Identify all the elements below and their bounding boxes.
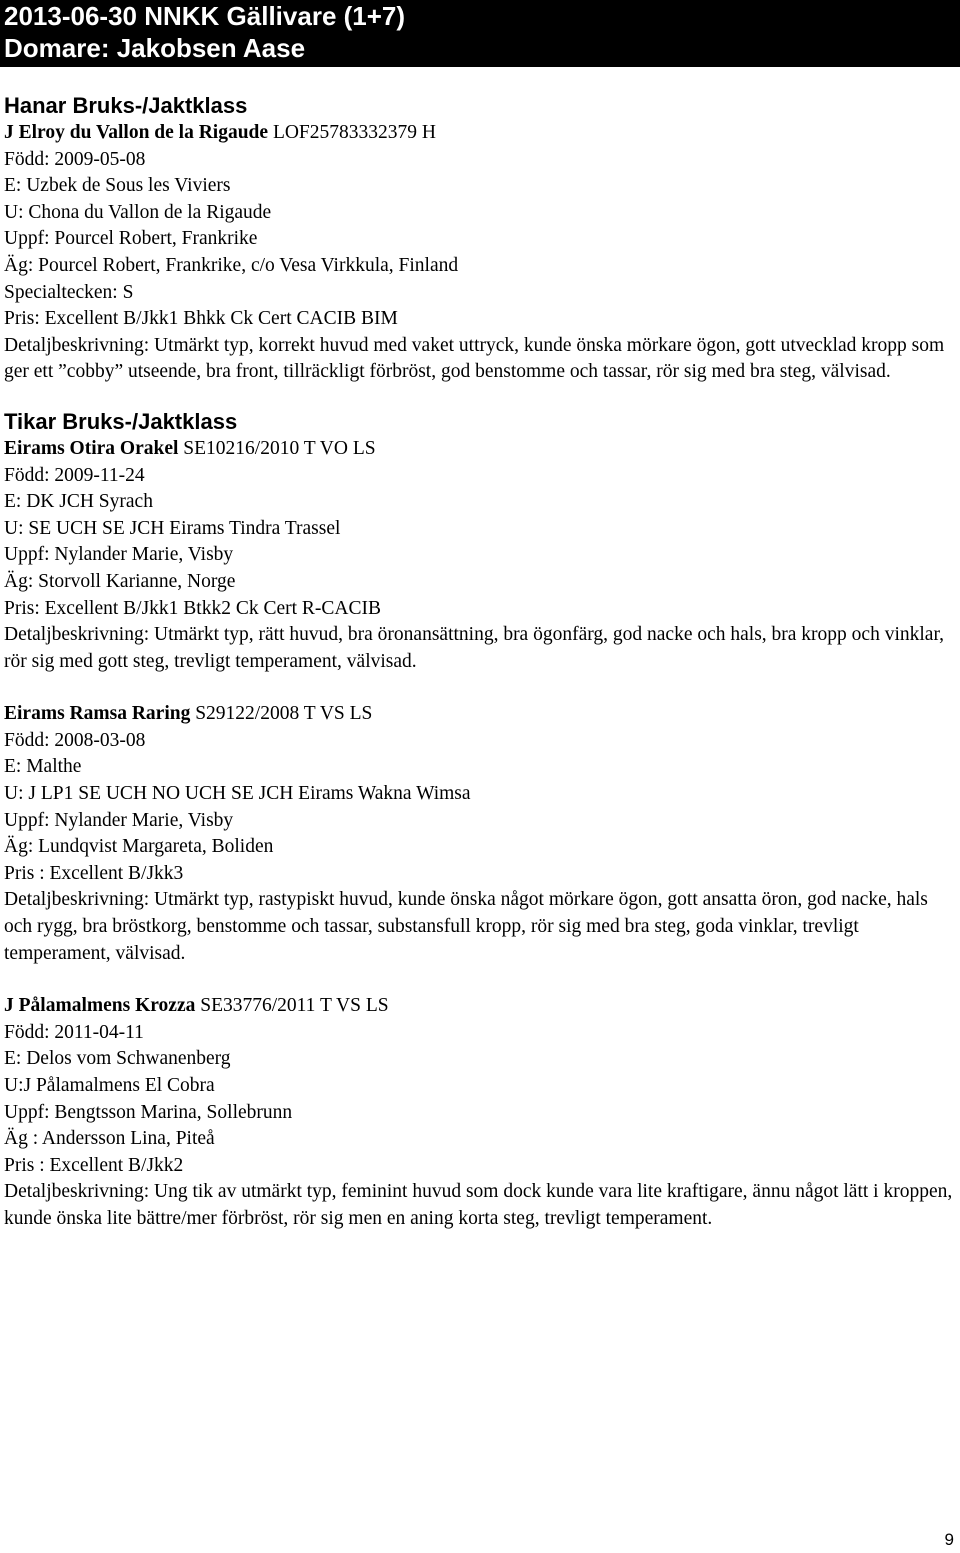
registration-number: SE10216/2010 T VO LS [178, 437, 376, 459]
breeder: Uppf: Pourcel Robert, Frankrike [4, 228, 258, 250]
dog-name: Eirams Ramsa Raring [4, 703, 191, 725]
judge-line: Domare: Jakobsen Aase [4, 33, 306, 63]
birth-date: Född: 2011-04-11 [4, 1021, 144, 1043]
owner: Äg: Lundqvist Margareta, Boliden [4, 836, 274, 858]
dog-heading [4, 993, 954, 1020]
detailed-description: Detaljbeskrivning: Utmärkt typ, korrekt huvud med vaket uttryck, kunde önska mörkare ögon, gott utvecklad kropp som ger ett ”cobby” utseende, bra front, tillräckligt förbröst, god benstomme och tassar, rör sig med bra steg, välvisad. [4, 334, 945, 383]
page-number: 9 [944, 1530, 954, 1549]
owner: Äg: Storvoll Karianne, Norge [4, 570, 236, 592]
breeder: Uppf: Bengtsson Marina, Sollebrunn [4, 1101, 293, 1123]
dog-name: J Elroy du Vallon de la Rigaude [4, 122, 269, 143]
dog-entry [4, 436, 954, 675]
dog-entry [4, 120, 954, 386]
registration-number: S29122/2008 T VS LS [190, 703, 373, 725]
spacer [4, 967, 954, 993]
sire: E: DK JCH Syrach [4, 491, 153, 513]
sire: E: Delos vom Schwanenberg [4, 1048, 231, 1070]
dog-name: J Pålamalmens Krozza [4, 995, 196, 1017]
owner: Äg: Pourcel Robert, Frankrike, c/o Vesa Virkkula, Finland [4, 254, 459, 276]
dog-heading [4, 436, 954, 463]
detailed-description: Detaljbeskrivning: Utmärkt typ, rätt huvud, bra öronansättning, bra ögonfärg, god nacke och hals, bra kropp och vinklar, rör sig med gott steg, trevligt temperament, välvisad. [4, 624, 945, 672]
birth-date: Född: 2009-11-24 [4, 464, 145, 486]
dog-entry [4, 701, 954, 967]
section-title-hanar: Hanar Bruks-/Jaktklass [4, 93, 248, 118]
sire: E: Malthe [4, 756, 82, 778]
dog-heading [4, 120, 954, 147]
dam: U: J LP1 SE UCH NO UCH SE JCH Eirams Wakna Wimsa [4, 783, 471, 805]
registration-number: LOF25783332379 H [268, 122, 436, 143]
award: Pris: Excellent B/Jkk1 Btkk2 Ck Cert R-CACIB [4, 597, 382, 619]
results-content [4, 92, 954, 1233]
event-title: 2013-06-30 NNKK Gällivare (1+7) [4, 1, 406, 31]
detailed-description: Detaljbeskrivning: Utmärkt typ, rastypiskt huvud, kunde önska något mörkare ögon, gott ansatta öron, god nacke, hals och rygg, bra bröstkorg, benstomme och tassar, substansfull kropp, rör sig med bra steg, goda vinklar, trevligt temperament, välvisad. [4, 889, 928, 964]
dam: U: SE UCH SE JCH Eirams Tindra Trassel [4, 517, 341, 539]
dog-heading [4, 701, 954, 728]
birth-date: Född: 2008-03-08 [4, 729, 146, 751]
award: Pris: Excellent B/Jkk1 Bhkk Ck Cert CACIB BIM [4, 308, 398, 330]
dog-name: Eirams Otira Orakel [4, 437, 179, 459]
document-header [0, 0, 960, 67]
award: Pris : Excellent B/Jkk2 [4, 1154, 184, 1176]
owner: Äg : Andersson Lina, Piteå [4, 1128, 215, 1150]
award: Pris : Excellent B/Jkk3 [4, 862, 184, 884]
sire: E: Uzbek de Sous les Viviers [4, 175, 231, 197]
spacer [4, 386, 954, 408]
spacer [4, 675, 954, 701]
breeder: Uppf: Nylander Marie, Visby [4, 809, 234, 831]
dog-entry [4, 993, 954, 1232]
dam: U:J Pålamalmens El Cobra [4, 1075, 215, 1096]
birth-date: Född: 2009-05-08 [4, 148, 146, 170]
breeder: Uppf: Nylander Marie, Visby [4, 544, 234, 566]
special-marks: Specialtecken: S [4, 281, 134, 303]
detailed-description: Detaljbeskrivning: Ung tik av utmärkt typ, feminint huvud som dock kunde vara lite kraftigare, ännu något lätt i kroppen, kunde önska lite bättre/mer förbröst, rör sig men en aning korta steg, trevligt temperament. [4, 1181, 953, 1229]
section-title-tikar: Tikar Bruks-/Jaktklass [4, 408, 238, 434]
registration-number: SE33776/2011 T VS LS [195, 995, 389, 1017]
dam: U: Chona du Vallon de la Rigaude [4, 201, 272, 223]
